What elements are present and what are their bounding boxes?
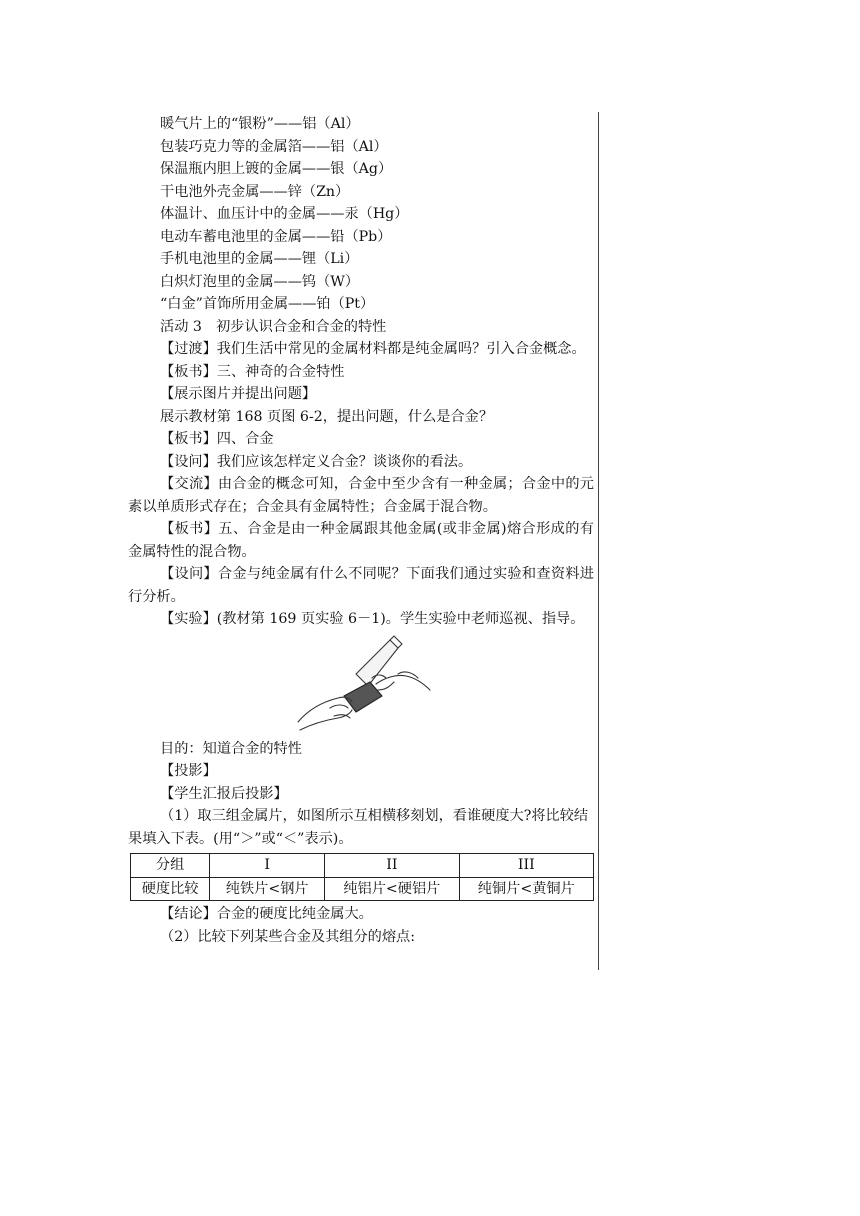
transition-paragraph: 【过渡】我们生活中常见的金属材料都是纯金属吗？引入合金概念。 — [160, 341, 586, 357]
table-header-cell: I — [210, 854, 325, 878]
table-cell: 纯铁片<钢片 — [210, 877, 325, 901]
board-note-5: 【板书】五、合金是由一种金属跟其他金属(或非金属)熔合形成的有金属特性的混合物。 — [128, 521, 594, 560]
show-picture-heading: 【展示图片并提出问题】 — [160, 386, 317, 402]
board-note-4: 【板书】四、合金 — [160, 431, 274, 447]
question-paragraph-2: 【设问】合金与纯金属有什么不同呢？下面我们通过实验和查资料进行分析。 — [128, 566, 594, 605]
item-1-paragraph: （1）取三组金属片，如图所示互相横移刻划，看谁硬度大?将比较结果填入下表。(用“＞”或“＜”表示)。 — [128, 808, 589, 847]
item-2-text: （2）比较下列某些合金及其组分的熔点: — [160, 928, 415, 945]
table-row — [131, 877, 594, 901]
question-paragraph: 【设问】我们应该怎样定义合金？谈谈你的看法。 — [160, 453, 473, 470]
metal-use-line: 白炽灯泡里的金属——钨（W） — [160, 273, 360, 290]
hardness-comparison-table — [130, 853, 594, 901]
metal-use-line: 干电池外壳金属——锌（Zn） — [160, 183, 350, 200]
table-header-row — [131, 854, 594, 878]
metal-use-line: 体温计、血压计中的金属——汞（Hg） — [160, 206, 409, 222]
conclusion-text: 【结论】合金的硬度比纯金属大。 — [160, 906, 373, 922]
metal-use-line: 暖气片上的“银粉”——铝（Al） — [160, 116, 360, 132]
metal-use-line: 保温瓶内胆上镀的金属——银（Ag） — [160, 161, 393, 177]
table-header-cell: III — [459, 854, 593, 878]
activity-heading: 活动 3 初步认识合金和合金的特性 — [160, 318, 387, 335]
metal-use-line: 包装巧克力等的金属箔——铝（Al） — [160, 138, 388, 155]
experiment-paragraph: 【实验】(教材第 169 页实验 6－1)。学生实验中老师巡视、指导。 — [160, 611, 585, 627]
column-divider — [598, 112, 599, 970]
board-note-3: 【板书】三、神奇的合金特性 — [160, 363, 345, 380]
purpose-text: 目的：知道合金的特性 — [160, 740, 302, 757]
lesson-content — [128, 113, 594, 948]
metal-use-line: 电动车蓄电池里的金属——铅（Pb） — [160, 228, 392, 245]
report-heading: 【学生汇报后投影】 — [160, 785, 288, 802]
table-cell: 纯铜片<黄铜片 — [459, 877, 593, 901]
show-picture-text: 展示教材第 168 页图 6-2，提出问题，什么是合金？ — [160, 408, 494, 425]
table-header-cell: 分组 — [131, 854, 210, 878]
table-cell: 纯铝片<硬铝片 — [325, 877, 459, 901]
scratch-experiment-figure — [128, 634, 594, 734]
projection-heading: 【投影】 — [160, 763, 217, 779]
hands-metal-plates-illustration — [294, 634, 434, 732]
metal-use-line: “白金”首饰所用金属——铂（Pt） — [160, 296, 375, 312]
metal-use-line: 手机电池里的金属——锂（Li） — [160, 251, 359, 267]
table-row-label: 硬度比较 — [131, 877, 210, 901]
exchange-paragraph: 【交流】由合金的概念可知，合金中至少含有一种金属；合金中的元素以单质形式存在；合金具有金属特性；合金属于混合物。 — [128, 476, 594, 515]
table-header-cell: II — [325, 854, 459, 878]
